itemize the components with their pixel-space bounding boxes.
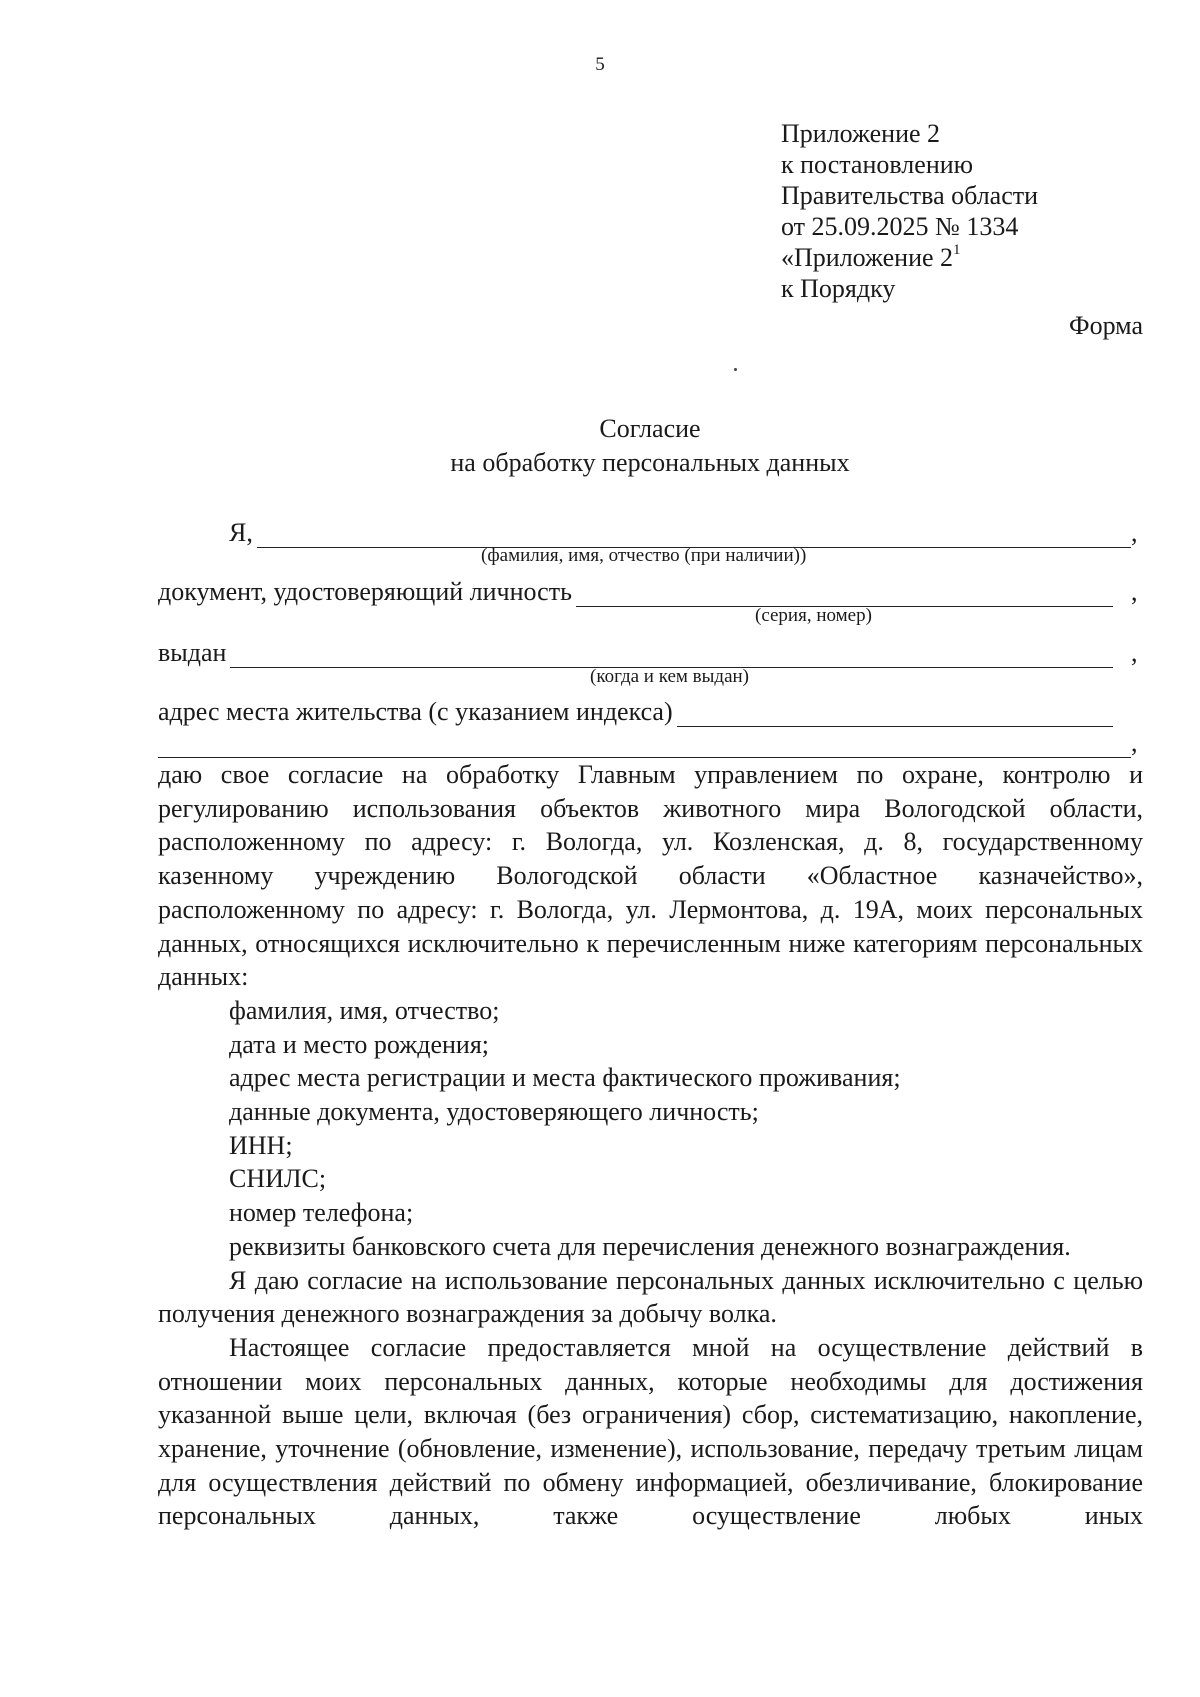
document-field-row [158, 573, 1143, 607]
data-category-item: ИНН; [229, 1130, 293, 1160]
document-title [0, 412, 1200, 480]
comma: , [1131, 518, 1138, 547]
address-continuation-row [158, 724, 1143, 758]
name-field-row [158, 514, 1143, 548]
comma: , [1131, 638, 1138, 667]
issued-hint: (когда и кем выдан) [590, 666, 750, 687]
appendix-superscript: 1 [953, 242, 961, 258]
appendix-line: от 25.09.2025 № 1334 [781, 212, 1019, 241]
appendix-line: «Приложение 2 [781, 243, 954, 272]
appendix-line: Правительства области [781, 181, 1039, 210]
comma: , [1131, 577, 1138, 606]
data-category-item: номер телефона; [229, 1198, 414, 1228]
title-line-2: на обработку персональных данных [450, 448, 850, 477]
title-line-1: Согласие [599, 414, 701, 443]
actions-paragraph: Настоящее согласие предоставляется мной на осуществление действий в отношении моих персональных данных, которые необходимы для достижения указанной выше цели, включая (без ограничения) сбор, систематизацию, накопление, хранение, уточнение (обновление, изменение), использование, передачу третьим лицам для осуществления действий по обмену информацией, обезличивание, блокирование персональных данных, также осуществление любых иных [158, 1332, 1143, 1531]
data-category-item: фамилия, имя, отчество; [229, 995, 500, 1025]
bank-details-item: реквизиты банковского счета для перечисления денежного вознаграждения. [229, 1231, 1071, 1261]
page-number: 5 [595, 54, 605, 75]
document-label: документ, удостоверяющий личность [158, 577, 572, 606]
data-category-item: дата и место рождения; [229, 1029, 490, 1059]
consent-paragraph: даю свое согласие на обработку Главным управлением по охране, контролю и регулированию использования объектов животного мира Вологодской области, расположенному по адресу: г. Вологда, ул. Козленская, д. 8, государственному казенному учреждению Вологодской области «Областное казначейство», расположенному по адресу: г. Вологда, ул. Лермонтова, д. 19А, моих персональных данных, относящихся исключительно к перечисленным ниже категориям персональных данных: [158, 760, 1143, 992]
appendix-block [781, 118, 1038, 304]
appendix-line: Приложение 2 [781, 119, 941, 148]
name-hint: (фамилия, имя, отчество (при наличии)) [481, 545, 807, 566]
form-label: Форма [1069, 311, 1143, 340]
consent-body [158, 758, 1143, 1533]
issued-field-row [158, 634, 1143, 668]
address-field-row [158, 693, 1143, 727]
name-label: Я, [229, 518, 253, 547]
document-input-line[interactable] [576, 582, 1113, 607]
data-category-item: данные документа, удостоверяющего личность; [229, 1097, 759, 1127]
issued-input-line[interactable] [230, 643, 1113, 668]
data-category-item: адрес места регистрации и места фактического проживания; [229, 1063, 901, 1093]
document-hint: (серия, номер) [755, 605, 872, 626]
purpose-paragraph: Я даю согласие на использование персональных данных исключительно с целью получения денежного вознаграждения за добычу волка. [158, 1265, 1143, 1329]
comma: , [1131, 728, 1138, 757]
appendix-line: к постановлению [781, 150, 974, 179]
issued-label: выдан [158, 638, 227, 667]
data-category-item: СНИЛС; [229, 1164, 327, 1194]
address-input-line-2[interactable] [158, 733, 1131, 758]
scan-speck [734, 368, 737, 371]
appendix-line: к Порядку [781, 274, 896, 303]
address-label: адрес места жительства (с указанием индекса) [158, 697, 673, 726]
appendix-line-with-sup [781, 242, 1038, 273]
